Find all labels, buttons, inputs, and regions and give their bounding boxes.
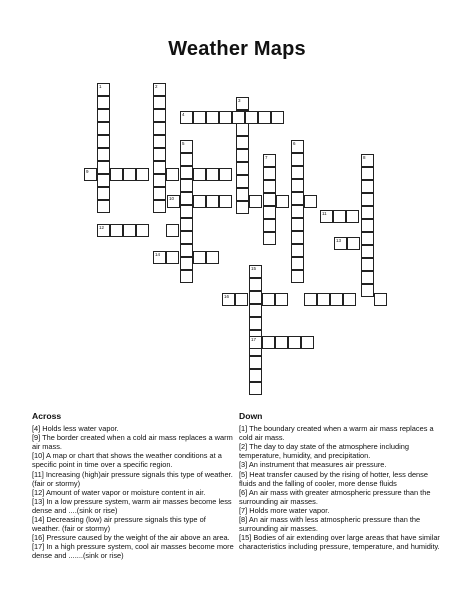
clue-down-6: [6] An air mass with greater atmospheric pressure than the surrounding air masses. xyxy=(239,487,431,506)
crossword-cell[interactable] xyxy=(180,140,193,153)
crossword-cell[interactable] xyxy=(291,140,304,153)
crossword-cell[interactable] xyxy=(97,109,110,122)
clue-number: 2 xyxy=(155,84,158,89)
clue-number: 17 xyxy=(251,337,257,342)
crossword-cell[interactable] xyxy=(206,168,219,181)
crossword-cell[interactable] xyxy=(180,218,193,231)
crossword-cell[interactable] xyxy=(219,195,232,208)
crossword-cell[interactable] xyxy=(236,136,249,149)
crossword-cell[interactable] xyxy=(180,179,193,192)
clue-across-16: [16] Pressure caused by the weight of the air above an area. xyxy=(32,533,230,543)
crossword-cell[interactable] xyxy=(334,237,347,250)
crossword-cell[interactable] xyxy=(301,336,314,349)
crossword-cell[interactable] xyxy=(123,224,136,237)
clue-across-17: [17] In a high pressure system, cool air masses become more dense and .......(sink or rise) xyxy=(32,542,234,561)
crossword-cell[interactable] xyxy=(180,231,193,244)
crossword-cell[interactable] xyxy=(249,336,262,349)
crossword-cell[interactable] xyxy=(263,167,276,180)
down-clues xyxy=(239,412,444,551)
crossword-cell[interactable] xyxy=(288,336,301,349)
crossword-cell[interactable] xyxy=(361,271,374,284)
crossword-cell[interactable] xyxy=(249,317,262,330)
crossword-cell[interactable] xyxy=(153,251,166,264)
page-title: Weather Maps xyxy=(168,38,306,60)
across-heading: Across xyxy=(32,411,62,421)
crossword-cell[interactable] xyxy=(136,224,149,237)
clue-across-11: [11] Increasing (high)air pressure signals this type of weather. (fair or stormy) xyxy=(32,469,233,488)
crossword-cell[interactable] xyxy=(249,265,262,278)
crossword-cell[interactable] xyxy=(232,111,245,124)
crossword-cell[interactable] xyxy=(361,154,374,167)
crossword-cell[interactable] xyxy=(236,201,249,214)
clue-number: 16 xyxy=(224,294,230,299)
crossword-cell[interactable] xyxy=(153,109,166,122)
crossword-cell[interactable] xyxy=(320,210,333,223)
crossword-cell[interactable] xyxy=(236,188,249,201)
crossword-cell[interactable] xyxy=(291,218,304,231)
clue-number: 5 xyxy=(182,141,185,146)
crossword-cell[interactable] xyxy=(206,111,219,124)
crossword-cell[interactable] xyxy=(249,304,262,317)
crossword-cell[interactable] xyxy=(180,166,193,179)
crossword-cell[interactable] xyxy=(153,187,166,200)
crossword-cell[interactable] xyxy=(276,195,289,208)
clue-number: 4 xyxy=(182,112,185,117)
crossword-cell[interactable] xyxy=(291,231,304,244)
crossword-cell[interactable] xyxy=(236,123,249,136)
crossword-cell[interactable] xyxy=(291,192,304,205)
crossword-cell[interactable] xyxy=(361,180,374,193)
clue-number: 14 xyxy=(155,252,161,257)
clue-number: 9 xyxy=(86,169,89,174)
crossword-cell[interactable] xyxy=(180,111,193,124)
crossword-cell[interactable] xyxy=(206,251,219,264)
clue-across-4: [4] Holds less water vapor. xyxy=(32,424,119,434)
crossword-cell[interactable] xyxy=(153,148,166,161)
crossword-cell[interactable] xyxy=(193,251,206,264)
crossword-cell[interactable] xyxy=(235,293,248,306)
crossword-cell[interactable] xyxy=(347,237,360,250)
crossword-cell[interactable] xyxy=(97,96,110,109)
clue-across-14: [14] Decreasing (low) air pressure signals this type of weather. (fair or stormy) xyxy=(32,515,206,534)
clue-number: 7 xyxy=(265,155,268,160)
crossword-cell[interactable] xyxy=(346,210,359,223)
crossword-cell[interactable] xyxy=(374,293,387,306)
crossword-cell[interactable] xyxy=(275,293,288,306)
crossword-cell[interactable] xyxy=(330,293,343,306)
crossword-cell[interactable] xyxy=(219,168,232,181)
clue-across-10: [10] A map or chart that shows the weather conditions at a specific point in time over a specific region. xyxy=(32,451,222,470)
crossword-cell[interactable] xyxy=(97,122,110,135)
crossword-cell[interactable] xyxy=(180,257,193,270)
crossword-cell[interactable] xyxy=(236,97,249,110)
clue-number: 6 xyxy=(293,141,296,146)
clue-number: 15 xyxy=(251,266,257,271)
crossword-cell[interactable] xyxy=(263,219,276,232)
clue-down-7: [7] Holds more water vapor. xyxy=(239,505,330,515)
crossword-cell[interactable] xyxy=(263,232,276,245)
crossword-cell[interactable] xyxy=(258,111,271,124)
crossword-cell[interactable] xyxy=(249,369,262,382)
clue-number: 11 xyxy=(322,211,327,216)
crossword-cell[interactable] xyxy=(153,200,166,213)
crossword-cell[interactable] xyxy=(291,179,304,192)
crossword-cell[interactable] xyxy=(153,122,166,135)
crossword-cell[interactable] xyxy=(110,224,123,237)
crossword-cell[interactable] xyxy=(180,205,193,218)
crossword-cell[interactable] xyxy=(97,135,110,148)
clue-down-2: [2] The day to day state of the atmosphere including temperature, humidity, and precipitation. xyxy=(239,442,409,461)
crossword-cell[interactable] xyxy=(361,284,374,297)
crossword-cell[interactable] xyxy=(262,336,275,349)
crossword-cell[interactable] xyxy=(263,193,276,206)
crossword-cell[interactable] xyxy=(361,219,374,232)
clue-number: 1 xyxy=(99,84,102,89)
clue-down-8: [8] An air mass with less atmospheric pressure than the surrounding air masses. xyxy=(239,515,421,534)
crossword-cell[interactable] xyxy=(304,195,317,208)
crossword-cell[interactable] xyxy=(180,244,193,257)
crossword-cell[interactable] xyxy=(249,356,262,369)
crossword-cell[interactable] xyxy=(222,293,235,306)
crossword-cell[interactable] xyxy=(317,293,330,306)
crossword-cell[interactable] xyxy=(249,291,262,304)
crossword-cell[interactable] xyxy=(275,336,288,349)
crossword-cell[interactable] xyxy=(361,193,374,206)
crossword-cell[interactable] xyxy=(166,251,179,264)
clue-number: 12 xyxy=(99,225,105,230)
crossword-cell[interactable] xyxy=(193,195,206,208)
clue-number: 8 xyxy=(363,155,366,160)
across-clues xyxy=(32,412,234,561)
crossword-cell[interactable] xyxy=(271,111,284,124)
crossword-cell[interactable] xyxy=(236,149,249,162)
crossword-cell[interactable] xyxy=(361,167,374,180)
clue-across-13: [13] In a low pressure system, warm air masses become less dense and ....(sink or rise) xyxy=(32,496,232,515)
crossword-cell[interactable] xyxy=(291,166,304,179)
crossword-cell[interactable] xyxy=(136,168,149,181)
crossword-cell[interactable] xyxy=(361,245,374,258)
crossword-cell[interactable] xyxy=(304,293,317,306)
crossword-cell[interactable] xyxy=(153,174,166,187)
crossword-cell[interactable] xyxy=(193,111,206,124)
clue-down-1: [1] The boundary created when a warm air mass replaces a cold air mass. xyxy=(239,424,434,443)
crossword-cell[interactable] xyxy=(84,168,97,181)
clue-across-12: [12] Amount of water vapor or moisture content in air. xyxy=(32,487,206,497)
crossword-cell[interactable] xyxy=(153,96,166,109)
crossword-cell[interactable] xyxy=(249,195,262,208)
crossword-cell[interactable] xyxy=(153,161,166,174)
crossword-cell[interactable] xyxy=(263,180,276,193)
clue-across-9: [9] The border created when a cold air mass replaces a warm air mass. xyxy=(32,433,233,452)
crossword-cell[interactable] xyxy=(97,83,110,96)
clue-down-15: [15] Bodies of air extending over large areas that have similar characteristics including pressure, temperature, and humidity. xyxy=(239,533,440,552)
clue-number: 13 xyxy=(336,238,342,243)
crossword-cell[interactable] xyxy=(153,83,166,96)
clue-down-5: [5] Heat transfer caused by the rising of hotter, less dense fluids and the falling of cooler, more dense fluids xyxy=(239,469,428,488)
crossword-cell[interactable] xyxy=(180,270,193,283)
clue-down-3: [3] An instrument that measures air pressure. xyxy=(239,460,387,470)
crossword-cell[interactable] xyxy=(343,293,356,306)
crossword-cell[interactable] xyxy=(291,205,304,218)
crossword-cell[interactable] xyxy=(193,168,206,181)
crossword-cell[interactable] xyxy=(97,148,110,161)
crossword-cell[interactable] xyxy=(291,270,304,283)
clue-number: 10 xyxy=(169,196,175,201)
crossword-cell[interactable] xyxy=(245,111,258,124)
crossword-cell[interactable] xyxy=(263,154,276,167)
crossword-cell[interactable] xyxy=(97,174,110,187)
down-heading: Down xyxy=(239,411,263,421)
crossword-cell[interactable] xyxy=(206,195,219,208)
crossword-cell[interactable] xyxy=(167,195,180,208)
crossword-cell[interactable] xyxy=(110,168,123,181)
crossword-cell[interactable] xyxy=(123,168,136,181)
crossword-cell[interactable] xyxy=(236,162,249,175)
crossword-cell[interactable] xyxy=(180,192,193,205)
crossword-cell[interactable] xyxy=(333,210,346,223)
crossword-cell[interactable] xyxy=(153,135,166,148)
crossword-cell[interactable] xyxy=(97,200,110,213)
crossword-cell[interactable] xyxy=(97,224,110,237)
crossword-cell[interactable] xyxy=(291,257,304,270)
crossword-cell[interactable] xyxy=(97,187,110,200)
crossword-cell[interactable] xyxy=(361,232,374,245)
crossword-cell[interactable] xyxy=(262,293,275,306)
crossword-cell[interactable] xyxy=(180,153,193,166)
crossword-cell[interactable] xyxy=(361,258,374,271)
crossword-cell[interactable] xyxy=(97,161,110,174)
crossword-cell[interactable] xyxy=(249,278,262,291)
crossword-cell[interactable] xyxy=(236,175,249,188)
crossword-cell[interactable] xyxy=(249,382,262,395)
crossword-cell[interactable] xyxy=(291,153,304,166)
crossword-cell[interactable] xyxy=(166,224,179,237)
crossword-cell[interactable] xyxy=(361,206,374,219)
clue-number: 3 xyxy=(238,98,241,103)
crossword-cell[interactable] xyxy=(166,168,179,181)
crossword-cell[interactable] xyxy=(219,111,232,124)
crossword-cell[interactable] xyxy=(291,244,304,257)
crossword-cell[interactable] xyxy=(263,206,276,219)
